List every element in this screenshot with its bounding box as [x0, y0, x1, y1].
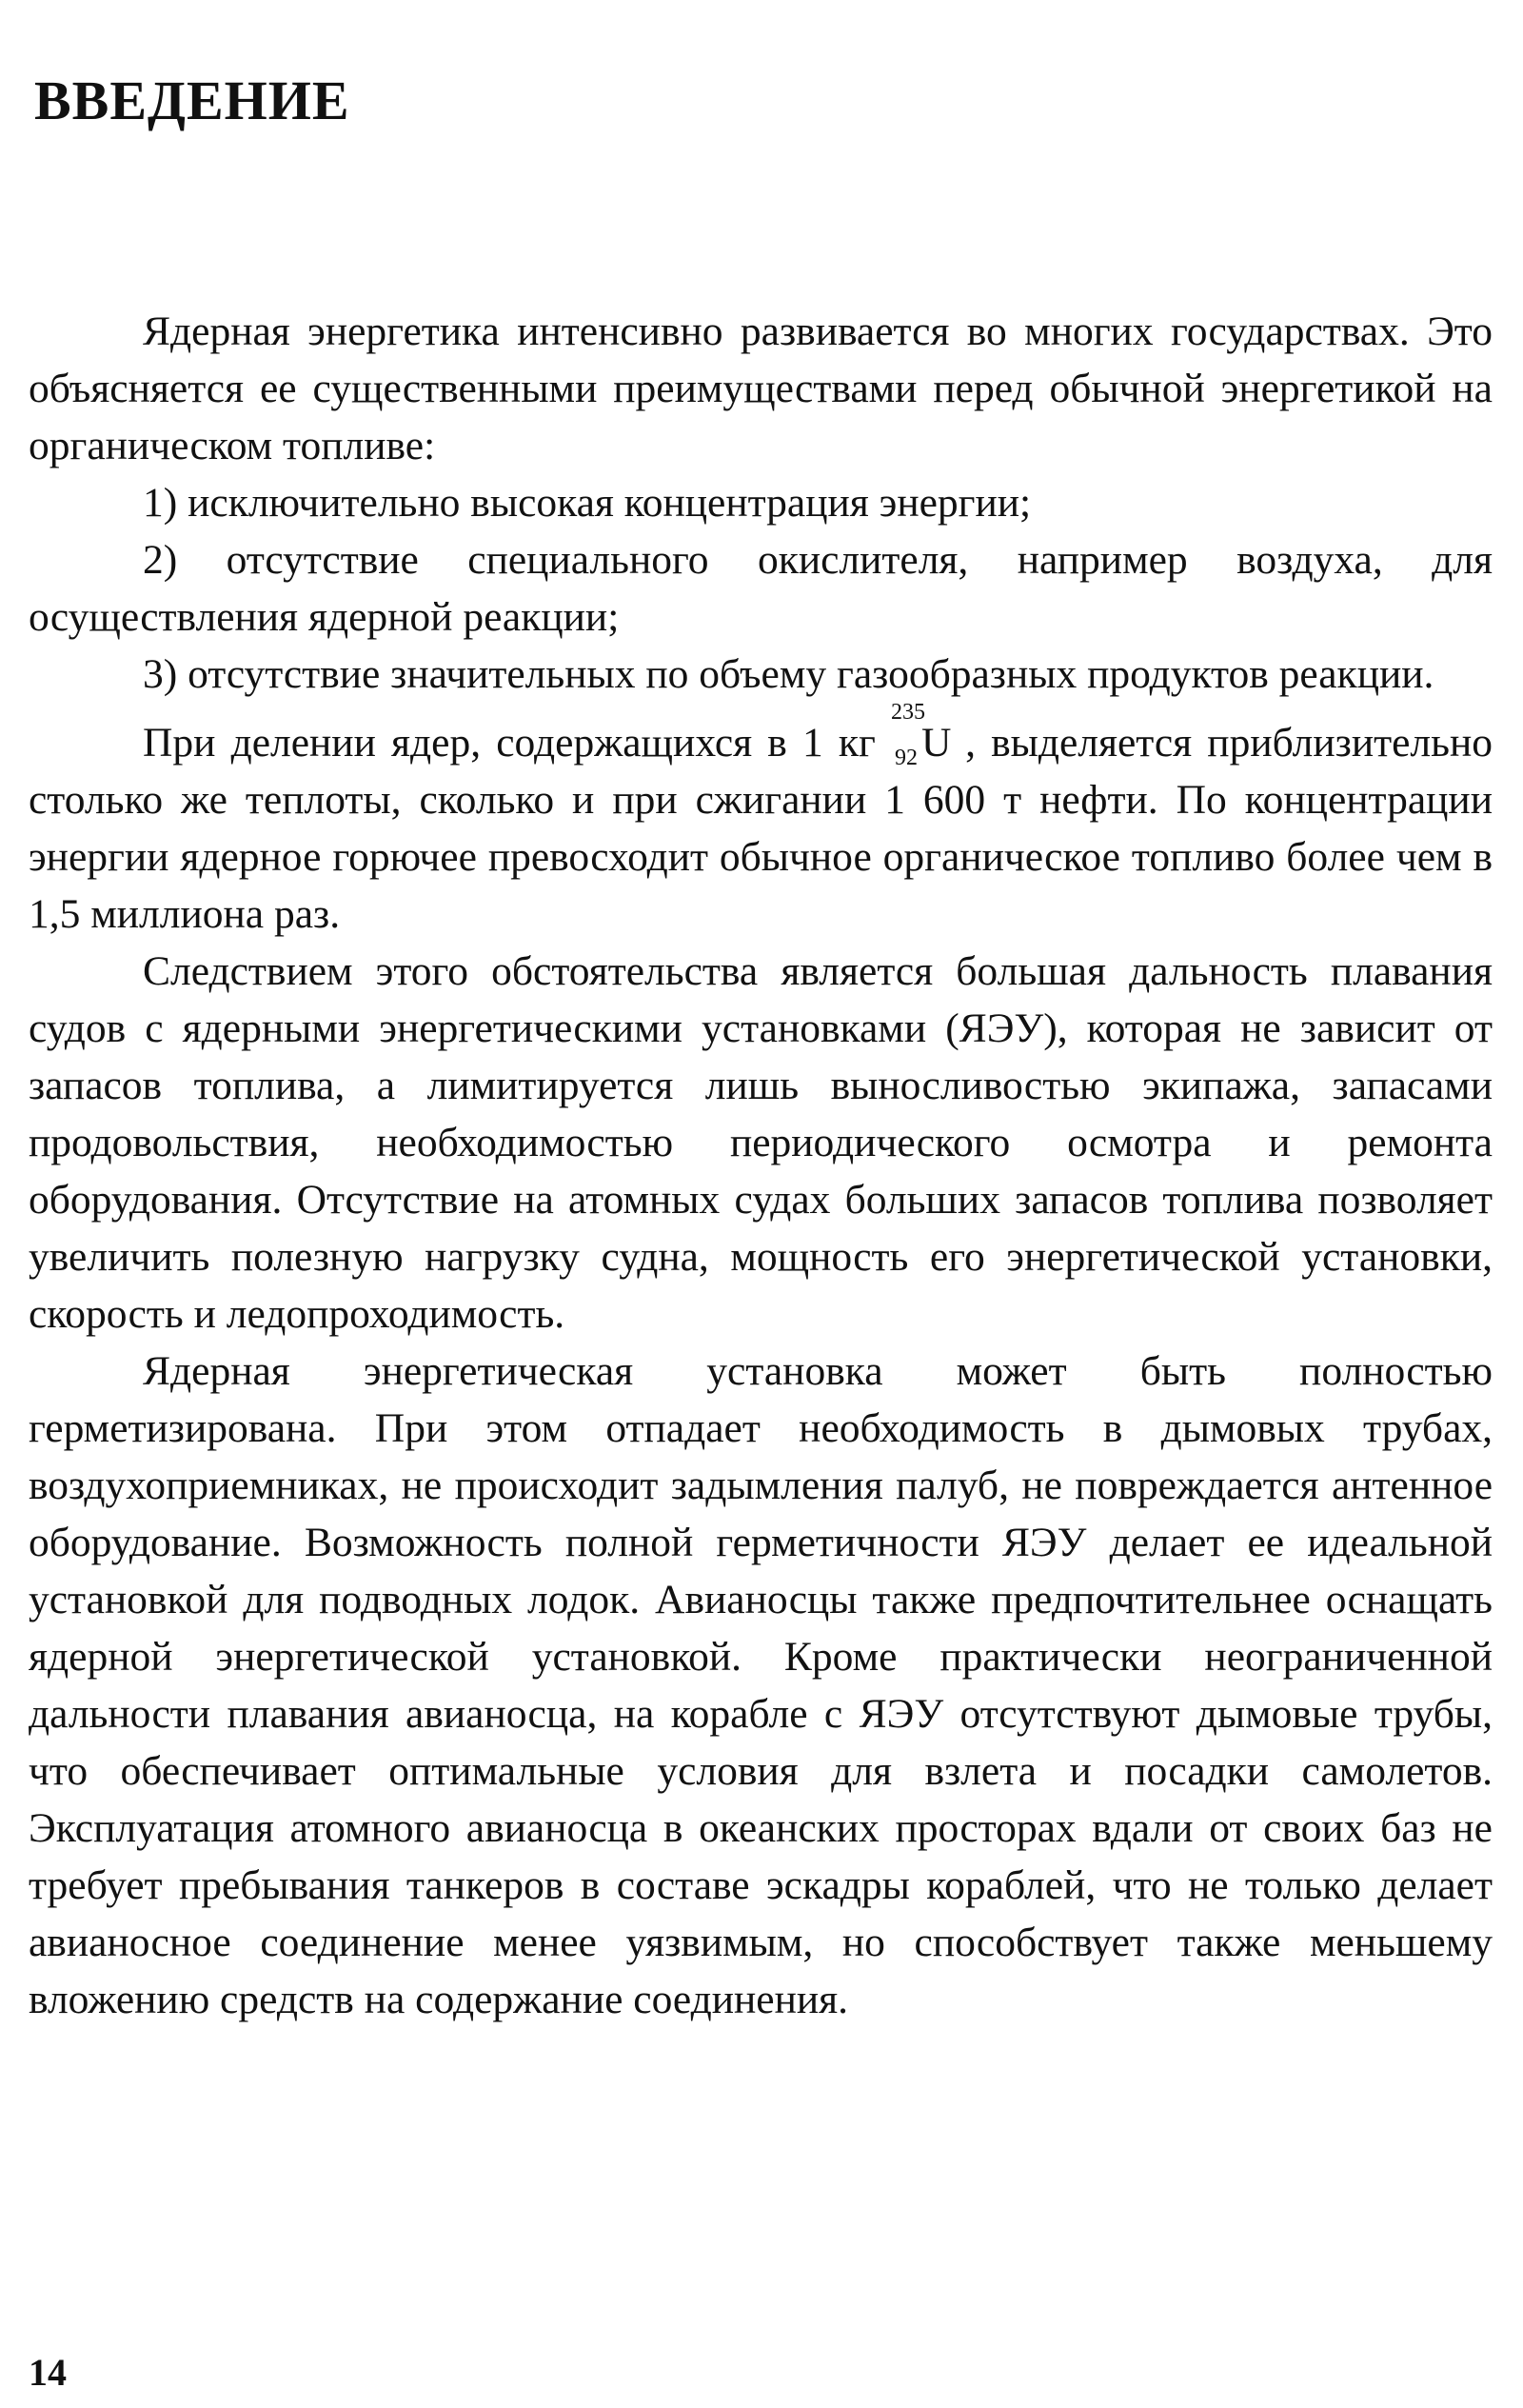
paragraph-spacer	[29, 703, 1493, 714]
isotope-charge-number: 92	[894, 746, 918, 770]
intro-paragraph: Ядерная энергетика интенсивно развивается во многих государствах. Это объясняется ее существенными преимуществами перед обычной энергетикой на органическом топливе:	[29, 308, 1493, 468]
hermetic-paragraph: Ядерная энергетическая установка может быть полностью герметизирована. При этом отпадает необходимость в дымовых трубах, воздухоприемниках, не происходит задымления палуб, не повреждается антенное оборудование. Возможность полной герметичности ЯЭУ делает ее идеальной установкой для подводных лодок. Авианосцы также предпочтительнее оснащать ядерной энергетической установкой. Кроме практически неограниченной дальности плавания авианосца, на корабле с ЯЭУ отсутствуют дымовые трубы, что обеспечивает оптимальные условия для взлета и посадки самолетов. Эксплуатация атомного авианосца в океанских просторах вдали от своих баз не требует пребывания танкеров в составе эскадры кораблей, что не только делает авианосное соединение менее уязвимым, но способствует также меньшему вложению средств на содержание соединения.	[29, 1348, 1493, 2022]
isotope-mass-number: 235	[890, 700, 925, 725]
chapter-body	[29, 303, 1493, 2028]
chapter-title: ВВЕДЕНИЕ	[34, 70, 350, 131]
advantage-item-1: 1) исключительно высокая концентрация энергии;	[143, 480, 1032, 526]
page-number: 14	[29, 2351, 67, 2394]
advantage-item-3: 3) отсутствие значительных по объему газообразных продуктов реакции.	[143, 651, 1434, 697]
advantage-item-2: 2) отсутствие специального окислителя, например воздуха, для осуществления ядерной реакции;	[29, 537, 1493, 640]
formula-text-after: , выделяется приблизительно столько же теплоты, сколько и при сжигании 1 600 т нефти. По концентрации энергии ядерное горючее превосходит обычное органическое топливо более чем в 1,5 миллиона раз.	[29, 720, 1493, 937]
formula-text-before: При делении ядер, содержащихся в 1 кг	[143, 720, 876, 766]
range-paragraph: Следствием этого обстоятельства является большая дальность плавания судов с ядерными энергетическими установками (ЯЭУ), которая не зависит от запасов топлива, а лимитируется лишь выносливостью экипажа, запасами продовольствия, необходимостью периодического осмотра и ремонта оборудования. Отсутствие на атомных судах больших запасов топлива позволяет увеличить полезную нагрузку судна, мощность его энергетической установки, скорость и ледопроходимость.	[29, 948, 1493, 1337]
energy-comparison-paragraph	[29, 700, 1493, 943]
isotope-symbol: U	[920, 720, 952, 766]
uranium-isotope-formula	[890, 700, 952, 771]
